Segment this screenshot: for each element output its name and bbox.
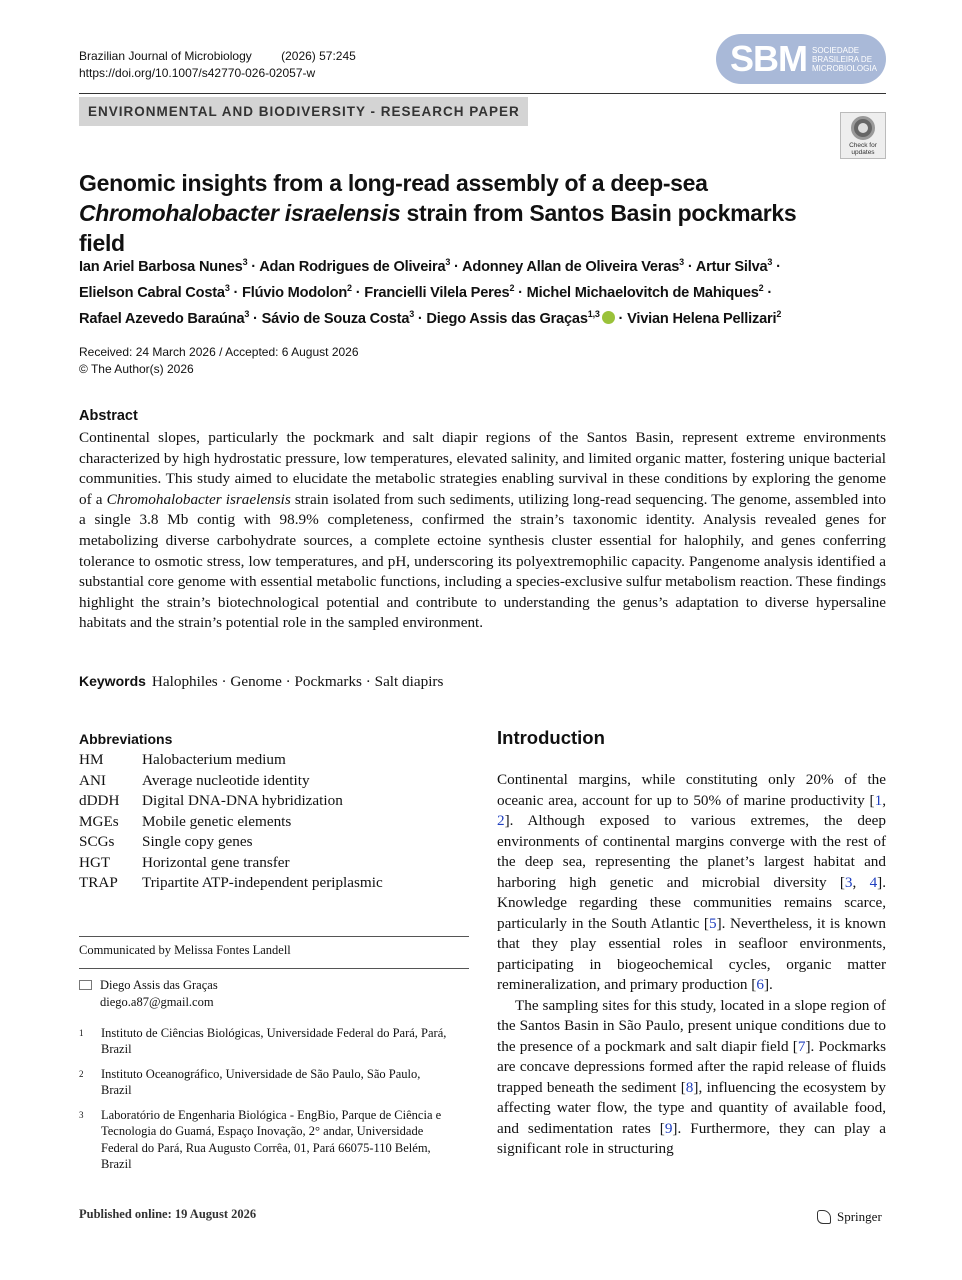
author-name: Ian Ariel Barbosa Nunes: [79, 258, 243, 275]
citation-link[interactable]: 6: [756, 976, 764, 993]
keywords-label: Keywords: [79, 673, 146, 689]
abbreviation-meaning: Halobacterium medium: [142, 751, 286, 768]
abbreviation-row: [79, 873, 383, 894]
paragraph: [497, 770, 886, 996]
envelope-icon: [79, 980, 92, 990]
citation-link[interactable]: 5: [708, 914, 717, 932]
affiliation-ref: 3: [244, 308, 250, 319]
abbreviations-heading: Abbreviations: [79, 731, 173, 747]
abbreviation: HGT: [79, 853, 111, 871]
author-name: Francielli Vilela Peres: [364, 284, 510, 301]
author-name: Adonney Allan de Oliveira Veras: [462, 258, 680, 275]
author-name: Flúvio Modolon: [242, 284, 348, 301]
orcid-icon[interactable]: [602, 311, 615, 324]
affiliation-ref: 3: [767, 257, 773, 267]
check-updates-label: Check for updates: [849, 142, 877, 156]
springer-horse-icon: [817, 1210, 831, 1224]
text-run: ]. Furthermore, they can play a significant role in structuring: [497, 1119, 886, 1157]
citation-link[interactable]: 2: [497, 812, 505, 829]
affiliation-ref: 3: [242, 257, 248, 267]
citation-link[interactable]: 3: [844, 873, 853, 891]
communicated-by: Communicated by Melissa Fontes Landell: [79, 943, 291, 957]
affiliation-ref: 2: [347, 282, 352, 293]
author-name: Sávio de Souza Costa: [261, 310, 410, 327]
article-category: ENVIRONMENTAL AND BIODIVERSITY - RESEARCH PAPER: [79, 97, 528, 126]
contact-email[interactable]: diego.a87@gmail.com: [100, 994, 214, 1009]
text-run: ]. Pockmarks are concave depressions formed after the rapid release of fluids trapped beneath the sediment [: [497, 1037, 886, 1096]
abbreviation-row: [79, 832, 383, 853]
text-run: ]. Although exposed to various extremes, the deep environments of continental margins converge with the rest of the deep sea, representing the planet’s largest habitat and harboring high genetic and microbial diversity [: [497, 812, 886, 891]
abbreviation-row: [79, 771, 383, 792]
text-run: ,: [852, 873, 870, 891]
text-run: Continental margins, while constituting only 20% of the oceanic area, account for up to 50% of marine productivity [: [497, 771, 886, 809]
abbreviation-meaning: Digital DNA-DNA hybridization: [142, 792, 343, 809]
divider: [79, 968, 469, 969]
logo-subtext: SOCIEDADE BRASILEIRA DE MICROBIOLOGIA: [812, 45, 877, 73]
keywords: [79, 673, 443, 691]
abbreviations-list: [79, 750, 383, 894]
text-run: ]. Knowledge regarding these communities remains scarce, particularly in the South Atlantic [: [497, 873, 887, 932]
affiliation-ref: 2: [758, 282, 764, 293]
author-name: Elielson Cabral Costa: [79, 284, 225, 301]
text-run: The sampling sites for this study, located in a slope region of the Santos Basin in São Paulo, present unique conditions due to the presence of a pockmark and salt diapir field [: [497, 996, 886, 1055]
author-name: Artur Silva: [695, 258, 768, 275]
affiliation-ref: 1,3: [587, 308, 600, 319]
citation-link[interactable]: 7: [797, 1037, 806, 1055]
abbreviation: dDDH: [79, 792, 120, 809]
abstract-text: Continental slopes, particularly the pockmark and salt diapir regions of the Santos Basin, represent extreme environments characterized by high hydrostatic pressure, low temperatures, elevated salinity, and limited organic matter, fostering unique bacterial communities. This study aimed to elucidate the metabolic strategies enabling survival in these conditions by exploring the genome of a Chromohalobacter israelensis strain isolated from such sediments, utilizing long-read sequencing. The genome, assembled into a single 3.8 Mb contig with 98.9% completeness, confirmed the strain’s taxonomic identity. Analysis revealed genes for metabolizing diverse carbohydrate sources, a complete ectoine synthesis cluster essential for halophily, and genes conferring tolerance to osmotic stress, low temperatures, and pH, underscoring its polyextremophilic capacity. Pangenome analysis identified a substantial core genome with essential metabolic functions, including a species-exclusive sulfur metabolism reaction. These findings highlight the strain’s biotechnological potential and contribute to understanding the genus’s adaptation to diverse hypersaline habitats and the strain’s potential role in the sampled environment.: [79, 429, 886, 632]
abbreviation-row: [79, 750, 383, 771]
abbreviation-row: [79, 791, 383, 812]
publisher-name: Springer: [837, 1209, 882, 1224]
affiliation-2: 2 Instituto Oceanográfico, Universidade de São Paulo, São Paulo, Brazil: [79, 1067, 421, 1098]
abbreviation: SCGs: [79, 833, 115, 850]
check-updates-icon: [851, 116, 875, 140]
paragraph: [497, 996, 886, 1160]
affiliation-ref: 2: [776, 308, 782, 319]
author-name: Michel Michaelovitch de Mahiques: [526, 284, 759, 301]
abbreviation-row: [79, 853, 383, 874]
text-run: ].: [763, 976, 773, 993]
introduction-text: [497, 770, 886, 1160]
abstract-heading: Abstract: [79, 408, 138, 424]
doi-link[interactable]: https://doi.org/10.1007/s42770-026-02057-w: [79, 66, 316, 80]
affiliation-ref: 3: [409, 308, 415, 319]
author-name: Diego Assis das Graças: [426, 310, 588, 327]
abbreviation: MGEs: [79, 812, 119, 830]
published-date: Published online: 19 August 2026: [79, 1207, 257, 1221]
abbreviation-meaning: Horizontal gene transfer: [142, 853, 290, 871]
author-name: Rafael Azevedo Baraúna: [79, 310, 245, 327]
introduction-heading: Introduction: [497, 727, 605, 748]
text-run: ]. Nevertheless, it is known that they play essential roles in seafloor environments, participating in biogeochemical cycles, organic matter remineralization, and primary production [: [497, 914, 886, 993]
abbreviation-meaning: Tripartite ATP-independent periplasmic: [142, 874, 383, 891]
citation-link[interactable]: 4: [869, 873, 878, 891]
abbreviation: HM: [79, 751, 104, 768]
affiliation-ref: 3: [445, 257, 451, 267]
journal-volume: (2026) 57:245: [281, 49, 356, 63]
contact-name: Diego Assis das Graças: [100, 978, 218, 992]
header-rule: [79, 93, 886, 94]
affiliation-ref: 3: [224, 282, 230, 293]
text-run: ], influencing the ecosystem by affecting water flow, the type and quantity of available food, and sedimentation rates [: [497, 1078, 886, 1137]
affiliation-ref: 3: [679, 257, 684, 267]
abbreviation-meaning: Average nucleotide identity: [142, 771, 310, 789]
author-name: Vivian Helena Pellizari: [627, 310, 777, 327]
keywords-values: Halophiles · Genome · Pockmarks · Salt diapirs: [151, 673, 444, 690]
divider: [79, 936, 469, 937]
check-for-updates-button[interactable]: [840, 112, 886, 159]
article-dates: [79, 344, 359, 377]
abbreviation-meaning: Mobile genetic elements: [142, 812, 292, 830]
abbreviation: ANI: [79, 771, 106, 789]
abbreviation-row: [79, 812, 383, 833]
article-title: Genomic insights from a long-read assembly of a deep-sea Chromohalobacter israelensis strain from Santos Basin pockmarks field: [79, 170, 797, 256]
abbreviation-meaning: Single copy genes: [142, 833, 253, 850]
abbreviation: TRAP: [79, 874, 118, 891]
corresponding-author: [79, 977, 218, 1010]
citation-link[interactable]: 8: [685, 1078, 694, 1096]
affiliation-3: 3 Laboratório de Engenharia Biológica - EngBio, Parque de Ciência e Tecnologia do Guamá, Espaço Inovação, 2° andar, Universidade Federal do Pará, Rua Augusto Corrêa, 01, Pará 66075-110 Belém, Brazil: [79, 1108, 442, 1171]
logo-text: SBM: [730, 38, 807, 79]
copyright: © The Author(s) 2026: [79, 361, 194, 376]
citation-link[interactable]: 9: [664, 1119, 673, 1137]
citation-link[interactable]: 1: [874, 791, 883, 809]
affiliation-ref: 2: [509, 282, 515, 293]
publisher-logo: [817, 1209, 882, 1225]
author-name: Adan Rodrigues de Oliveira: [259, 258, 446, 275]
received-date: Received: 24 March 2026 / Accepted: 6 August 2026: [79, 345, 359, 359]
author-list: Ian Ariel Barbosa Nunes$^3$ · Adan Rodrigues de Oliveira$^3$ · Adonney Allan de Oliveira Veras$^3$ · Artur Silva$^3$ · Elielson Cabral Costa$^3$ · Flúvio Modolon$^2$ · Francielli Vilela Peres$^2$ · Michel Michaelovitch de Mahiques$^2$ · Rafael Azevedo Baraúna$^3$ · Sávio de Souza Costa$^3$ · Diego Assis das Graças$^{1,3}$ · Vivian Helena Pellizari$^2$: [79, 257, 782, 327]
text-run: ,: [882, 791, 886, 809]
journal-name: Brazilian Journal of Microbiology: [79, 49, 252, 63]
affiliation-1: 1 Instituto de Ciências Biológicas, Universidade Federal do Pará, Pará, Brazil: [79, 1026, 447, 1057]
sbm-logo: [716, 34, 886, 84]
journal-header: [79, 48, 356, 82]
